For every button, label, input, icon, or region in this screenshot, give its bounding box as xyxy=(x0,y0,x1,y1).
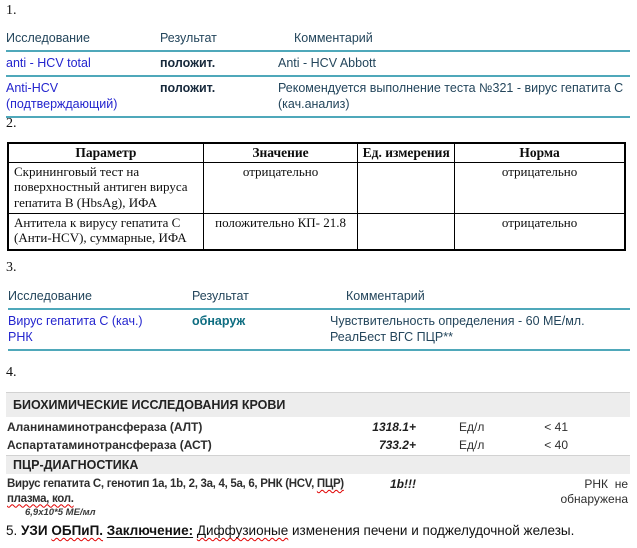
table-row xyxy=(6,420,630,435)
column-header-result: Результат xyxy=(160,31,217,45)
section-3-number: 3. xyxy=(6,260,17,275)
test-name-part1: Вирус гепатита С, генотип 1a, 1b, 2, 3a, 4, 5a, 6, РНК (HCV, xyxy=(7,478,314,490)
section-2-number: 2. xyxy=(6,116,17,131)
table-row xyxy=(6,52,630,77)
column-header-comment: Комментарий xyxy=(346,289,425,303)
column-header-result: Результат xyxy=(192,289,249,303)
column-header-comment: Комментарий xyxy=(294,31,373,45)
column-header-parameter: Параметр xyxy=(8,143,203,162)
table-row xyxy=(8,213,625,250)
biochemistry-report xyxy=(6,392,630,518)
test-name: Аспартатаминотрансфераза (АСТ) xyxy=(7,437,212,452)
conclusion-label: Заключение: xyxy=(106,523,194,538)
parameter-value: отрицательно xyxy=(203,162,358,213)
column-header-study: Исследование xyxy=(8,289,92,303)
test-unit: Ед/л xyxy=(459,420,485,434)
test-reference: РНК не обнаружена xyxy=(560,477,632,506)
test-name-part2-misspelled: ПЦР) плазма, кол. xyxy=(7,478,344,505)
parameter-value: положительно КП- 21.8 xyxy=(203,213,358,250)
uzi-abbreviation: УЗИ xyxy=(21,523,48,538)
test-reference: < 41 xyxy=(544,420,568,434)
test-name: Аланинаминотрансфераза (АЛТ) xyxy=(7,420,203,434)
obpip-abbreviation-misspelled: ОБПиП. xyxy=(51,523,104,538)
result-comment: Чувствительность определения - 60 МЕ/мл. РеалБест ВГС ПЦР** xyxy=(330,314,585,344)
study-name: Вирус гепатита С (кач.) РНК xyxy=(8,314,143,344)
table-row xyxy=(6,477,630,506)
result-comment: Рекомендуется выполнение теста №321 - вирус гепатита С (кач.анализ) xyxy=(278,81,624,111)
test-value: 1318.1+ xyxy=(372,420,416,434)
column-header-value: Значение xyxy=(203,143,358,162)
parameter-norm: отрицательно xyxy=(455,213,625,250)
misspelled-word: Диффузионые xyxy=(196,523,289,538)
result-value: положит. xyxy=(160,56,216,70)
table-row xyxy=(6,438,630,453)
result-value: положит. xyxy=(160,81,216,95)
column-header-norm: Норма xyxy=(455,143,625,162)
ifa-screening-table xyxy=(7,142,626,251)
test-reference: < 40 xyxy=(544,437,568,452)
result-value: обнаруж xyxy=(192,314,246,328)
ultrasound-conclusion-line xyxy=(6,523,574,538)
parameter-unit xyxy=(358,213,455,250)
parameter-unit xyxy=(358,162,455,213)
parameter-name: Скрининговый тест на поверхностный антиген вируса гепатита B (HbsAg), ИФА xyxy=(8,162,203,213)
hcv-antibody-table xyxy=(6,27,630,118)
pcr-section-header: ПЦР-ДИАГНОСТИКА xyxy=(6,455,630,474)
table-header-row xyxy=(6,27,630,52)
study-name: anti - HCV total xyxy=(6,56,91,70)
column-header-study: Исследование xyxy=(6,31,90,45)
table-row xyxy=(6,77,630,118)
study-name: Anti-HCV (подтверждающий) xyxy=(6,81,118,111)
test-unit: Ед/л xyxy=(459,437,485,452)
table-header-row xyxy=(8,143,625,162)
parameter-name: Антитела к вирусу гепатита С (Анти-HCV), суммарные, ИФА xyxy=(8,213,203,250)
test-value: 733.2+ xyxy=(378,437,416,452)
section-1-number: 1. xyxy=(6,3,17,18)
biochemistry-section-header: БИОХИМИЧЕСКИЕ ИССЛЕДОВАНИЯ КРОВИ xyxy=(6,392,630,417)
column-header-unit: Ед. измерения xyxy=(358,143,455,162)
section-5-number: 5. xyxy=(6,523,18,538)
result-comment: Anti - HCV Abbott xyxy=(278,56,376,70)
table-header-row xyxy=(8,285,630,310)
hcv-rna-table xyxy=(8,285,630,351)
quantitative-result-note: 6,9x10*5 МЕ/мл xyxy=(25,507,96,518)
conclusion-text: изменения печени и поджелудочной железы. xyxy=(292,523,575,538)
section-4-number: 4. xyxy=(6,365,17,380)
parameter-norm: отрицательно xyxy=(455,162,625,213)
table-row xyxy=(8,310,630,351)
test-name xyxy=(6,477,366,506)
table-row xyxy=(8,162,625,213)
test-value: 1b!!! xyxy=(390,477,416,491)
